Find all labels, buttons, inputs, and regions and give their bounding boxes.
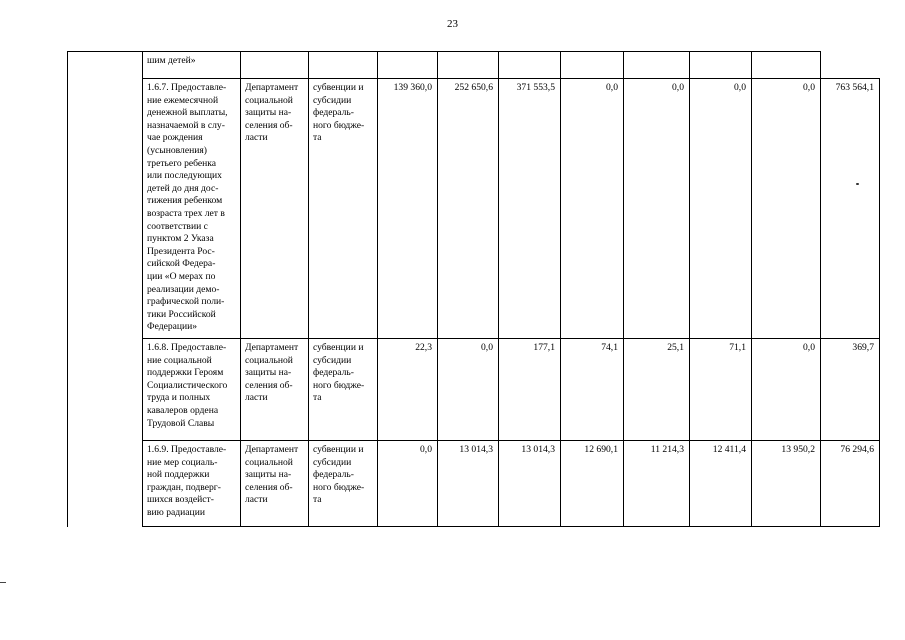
total-value-cell: 76 294,6 xyxy=(821,441,880,527)
value-cell: 0,0 xyxy=(624,79,690,339)
margin-mark xyxy=(0,582,6,583)
table-row-continuation xyxy=(68,52,880,79)
value-cell: 0,0 xyxy=(752,79,821,339)
value-cell: 371 553,5 xyxy=(499,79,561,339)
value-cell: 12 411,4 xyxy=(690,441,752,527)
total-value-cell: 369,7 xyxy=(821,339,880,441)
value-cell: 13 014,3 xyxy=(499,441,561,527)
table-row xyxy=(68,441,880,527)
value-cell: 0,0 xyxy=(561,79,624,339)
table-row xyxy=(68,79,880,339)
value-cell: 22,3 xyxy=(378,339,438,441)
funding-source-cell: субвенции и субсидии федераль- ного бюдже- та xyxy=(309,339,378,441)
measure-name-cell: 1.6.8. Предоставле- ние социальной поддержки Героям Социалистического труда и полных кавалеров ордена Трудовой Славы xyxy=(143,339,241,441)
page-number: 23 xyxy=(447,18,458,30)
value-cell: 11 214,3 xyxy=(624,441,690,527)
value-cell: 139 360,0 xyxy=(378,79,438,339)
index-column-cell xyxy=(68,52,143,527)
value-cell: 0,0 xyxy=(752,339,821,441)
value-cell: 177,1 xyxy=(499,339,561,441)
value-cell: 13 950,2 xyxy=(752,441,821,527)
value-cell: 0,0 xyxy=(690,79,752,339)
scan-speck xyxy=(856,183,859,185)
executor-cell: Департамент социальной защиты на- селения об- ласти xyxy=(241,79,309,339)
value-cell: 0,0 xyxy=(438,339,499,441)
funding-source-cell: субвенции и субсидии федераль- ного бюдже- та xyxy=(309,441,378,527)
continuation-text-cell: шим детей» xyxy=(143,52,241,79)
measure-name-cell: 1.6.9. Предоставле- ние мер социаль- ной поддержки граждан, подверг- шихся воздейст- вию радиации xyxy=(143,441,241,527)
value-cell: 71,1 xyxy=(690,339,752,441)
funding-source-cell: субвенции и субсидии федераль- ного бюдже- та xyxy=(309,79,378,339)
executor-cell: Департамент социальной защиты на- селения об- ласти xyxy=(241,441,309,527)
value-cell: 74,1 xyxy=(561,339,624,441)
measure-name-cell: 1.6.7. Предоставле- ние ежемесячной денежной выплаты, назначаемой в слу- чае рождения (усыновления) третьего ребенка или последующих детей до дня дос- тижения ребенком возраста трех лет в соответствии с пунктом 2 Указа Президента Рос- сийской Федера- ции «О мерах по реализации демо- графической поли- тики Российской Федерации» xyxy=(143,79,241,339)
program-table xyxy=(67,51,880,527)
value-cell: 13 014,3 xyxy=(438,441,499,527)
value-cell: 25,1 xyxy=(624,339,690,441)
value-cell: 12 690,1 xyxy=(561,441,624,527)
table-row xyxy=(68,339,880,441)
value-cell: 252 650,6 xyxy=(438,79,499,339)
executor-cell: Департамент социальной защиты на- селения об- ласти xyxy=(241,339,309,441)
total-value-cell: 763 564,1 xyxy=(821,79,880,339)
value-cell: 0,0 xyxy=(378,441,438,527)
